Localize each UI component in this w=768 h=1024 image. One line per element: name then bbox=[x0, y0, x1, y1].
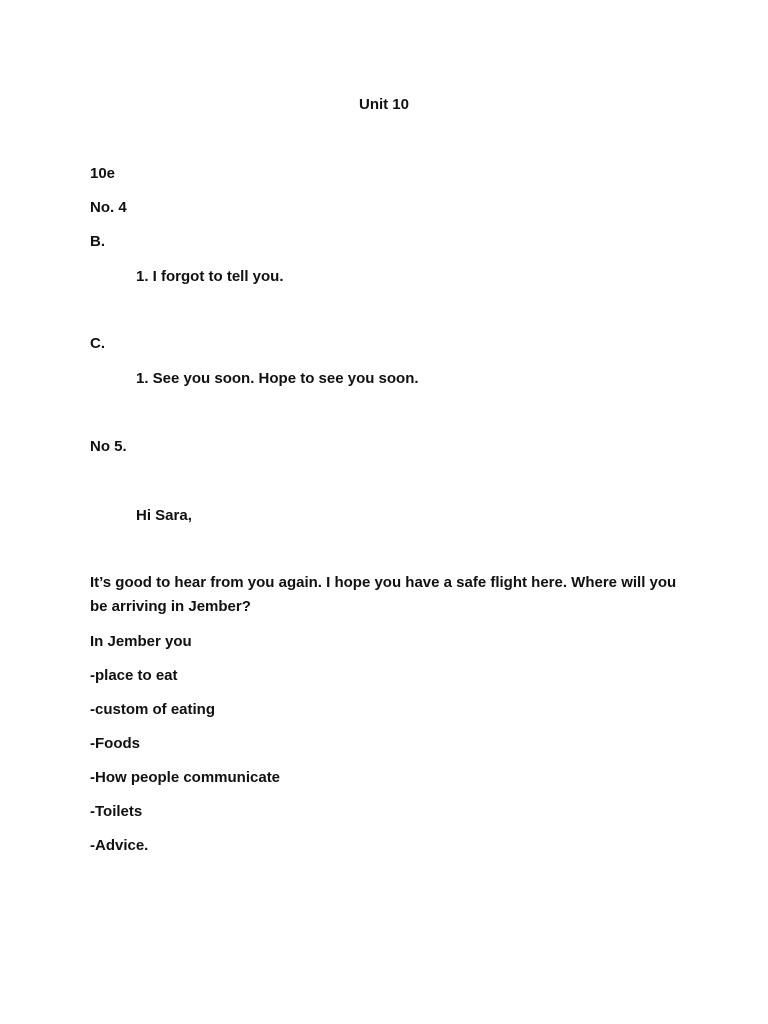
letter-intro-line: In Jember you bbox=[90, 633, 192, 650]
list-item: -custom of eating bbox=[90, 701, 216, 718]
part-b-label: B. bbox=[90, 233, 105, 250]
part-b-item-1: 1. I forgot to tell you. bbox=[136, 268, 284, 285]
part-c-label: C. bbox=[90, 335, 105, 352]
letter-greeting: Hi Sara, bbox=[136, 507, 192, 524]
list-item: -How people communicate bbox=[90, 769, 281, 786]
number-5-label: No 5. bbox=[90, 438, 127, 455]
list-item: -Advice. bbox=[90, 837, 149, 854]
document-title: Unit 10 bbox=[358, 96, 409, 113]
list-item: -place to eat bbox=[90, 667, 178, 684]
list-item: -Foods bbox=[90, 735, 140, 752]
number-4-label: No. 4 bbox=[90, 199, 127, 216]
part-c-item-1: 1. See you soon. Hope to see you soon. bbox=[136, 370, 419, 387]
letter-paragraph: It’s good to hear from you again. I hope you have a safe flight here. Where will you be arriving in Jember? bbox=[90, 574, 677, 615]
list-item: -Toilets bbox=[90, 803, 143, 820]
section-label: 10e bbox=[90, 165, 116, 182]
